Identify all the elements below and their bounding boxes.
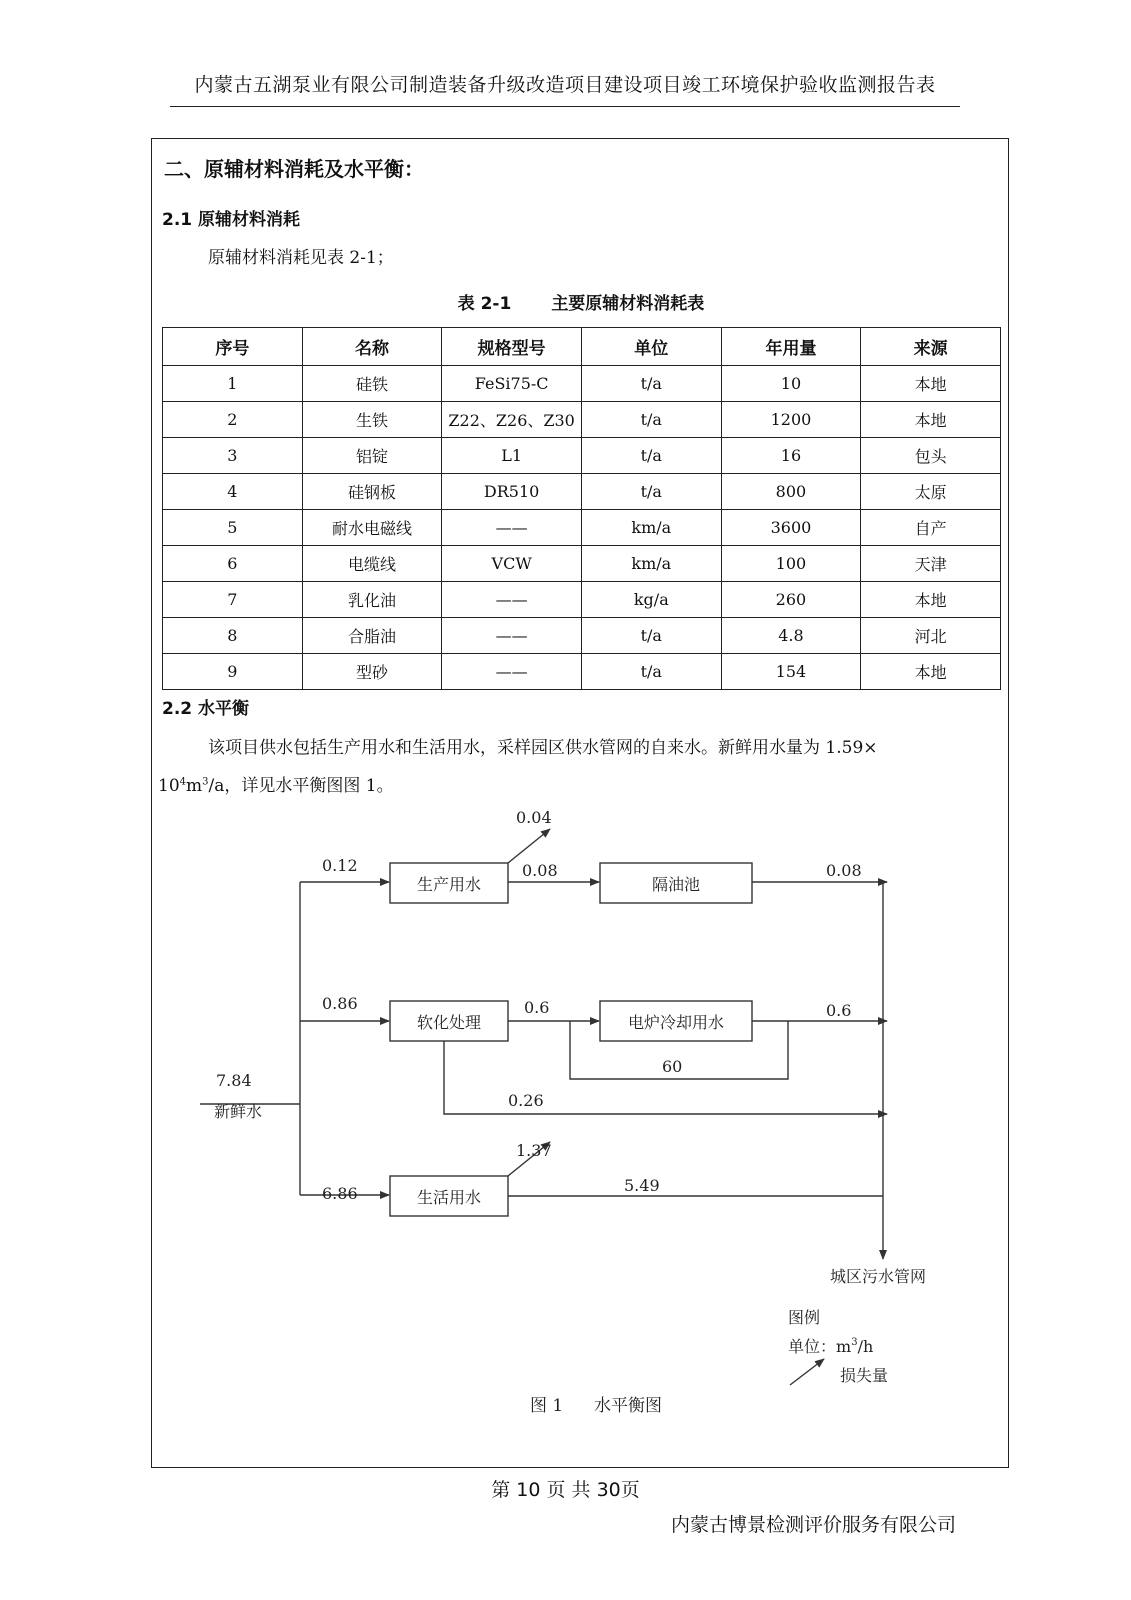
table-cell: —— — [442, 618, 582, 654]
label-prod-loss: 0.04 — [516, 808, 552, 827]
legend-unit-suffix: /h — [857, 1337, 874, 1356]
legend-unit — [788, 1337, 873, 1356]
header-cell: 规格型号 — [442, 328, 582, 366]
table-cell: t/a — [581, 618, 721, 654]
label-box-furnace: 电炉冷却用水 — [627, 1013, 725, 1032]
label-to-production: 0.12 — [322, 856, 358, 875]
page-number: 第 10 页 共 30页 — [491, 1479, 640, 1501]
legend-unit-exp: 3 — [851, 1337, 858, 1348]
water-para-unit: m — [186, 776, 203, 796]
table-cell: 耐水电磁线 — [302, 510, 442, 546]
table-row — [163, 366, 1001, 402]
table-cell: 包头 — [861, 438, 1001, 474]
legend-unit-base: m — [836, 1337, 852, 1356]
footer-organization: 内蒙古博景检测评价服务有限公司 — [670, 1514, 956, 1536]
header-cell: 序号 — [163, 328, 303, 366]
label-dom-loss: 1.37 — [516, 1141, 552, 1160]
table-cell: DR510 — [442, 474, 582, 510]
table-cell: 1200 — [721, 402, 861, 438]
table-cell: 自产 — [861, 510, 1001, 546]
figure-caption-number: 图 1 — [530, 1396, 564, 1416]
table-cell: 154 — [721, 654, 861, 690]
label-furnace-out: 0.6 — [826, 1001, 852, 1020]
table-cell: 乳化油 — [302, 582, 442, 618]
table-row — [163, 510, 1001, 546]
table-cell: 生铁 — [302, 402, 442, 438]
water-paragraph-line1: 该项目供水包括生产用水和生活用水，采样园区供水管网的自来水。新鲜用水量为 1.59× — [208, 738, 878, 758]
table-caption-title: 主要原辅材料消耗表 — [551, 294, 705, 314]
table-row — [163, 582, 1001, 618]
label-sewer: 城区污水管网 — [830, 1267, 927, 1286]
table-cell: 6 — [163, 546, 303, 582]
table-cell: 河北 — [861, 618, 1001, 654]
table-cell: 铝锭 — [302, 438, 442, 474]
table-cell: Z22、Z26、Z30 — [442, 402, 582, 438]
table-cell: t/a — [581, 654, 721, 690]
legend-title: 图例 — [788, 1308, 821, 1327]
water-paragraph-line2 — [158, 771, 394, 796]
table-cell: 本地 — [861, 654, 1001, 690]
table-cell: 1 — [163, 366, 303, 402]
table-row — [163, 546, 1001, 582]
label-soft-bypass: 0.26 — [508, 1091, 544, 1110]
table-row — [163, 438, 1001, 474]
table-header-row — [163, 328, 1001, 366]
water-para-base: 10 — [158, 776, 180, 796]
label-box-softening: 软化处理 — [416, 1013, 482, 1032]
label-fresh-value: 7.84 — [216, 1071, 252, 1090]
header-cell: 来源 — [861, 328, 1001, 366]
label-tank-out: 0.08 — [826, 861, 862, 880]
table-cell: 本地 — [861, 366, 1001, 402]
label-to-softening: 0.86 — [322, 994, 358, 1013]
table-cell: —— — [442, 654, 582, 690]
table-cell: 16 — [721, 438, 861, 474]
subsection-title-materials: 2.1 原辅材料消耗 — [162, 210, 301, 230]
table-cell: 5 — [163, 510, 303, 546]
table-cell: 硅铁 — [302, 366, 442, 402]
label-fresh-name: 新鲜水 — [214, 1102, 263, 1121]
table-cell: L1 — [442, 438, 582, 474]
table-row — [163, 402, 1001, 438]
table-cell: 型砂 — [302, 654, 442, 690]
materials-table — [162, 327, 1001, 690]
table-cell: 2 — [163, 402, 303, 438]
table-caption — [152, 289, 1010, 314]
table-row — [163, 618, 1001, 654]
table-cell: 天津 — [861, 546, 1001, 582]
table-cell: 9 — [163, 654, 303, 690]
table-cell: 8 — [163, 618, 303, 654]
table-cell: kg/a — [581, 582, 721, 618]
label-box-oil-tank: 隔油池 — [651, 875, 701, 894]
table-caption-number: 表 2-1 — [457, 294, 512, 314]
water-para-exp: 4 — [179, 776, 187, 788]
header-cell: 年用量 — [721, 328, 861, 366]
water-para-unit-exp: 3 — [202, 776, 209, 788]
table-cell: km/a — [581, 546, 721, 582]
table-cell: —— — [442, 510, 582, 546]
materials-intro: 原辅材料消耗见表 2-1； — [208, 248, 394, 268]
header-cell: 单位 — [581, 328, 721, 366]
arrow-prod-loss — [508, 829, 550, 863]
table-cell: 3600 — [721, 510, 861, 546]
table-cell: km/a — [581, 510, 721, 546]
table-cell: 4.8 — [721, 618, 861, 654]
table-cell: 10 — [721, 366, 861, 402]
label-box-domestic: 生活用水 — [416, 1188, 482, 1207]
label-to-domestic: 6.86 — [322, 1184, 358, 1203]
legend-loss: 损失量 — [840, 1366, 889, 1385]
table-cell: 3 — [163, 438, 303, 474]
table-row — [163, 474, 1001, 510]
table-cell: 太原 — [861, 474, 1001, 510]
table-cell: 本地 — [861, 402, 1001, 438]
label-dom-out: 5.49 — [624, 1176, 660, 1195]
table-cell: t/a — [581, 474, 721, 510]
figure-caption-title: 水平衡图 — [594, 1396, 662, 1416]
header-cell: 名称 — [302, 328, 442, 366]
table-cell: VCW — [442, 546, 582, 582]
table-cell: 硅钢板 — [302, 474, 442, 510]
table-cell: 本地 — [861, 582, 1001, 618]
table-cell: FeSi75-C — [442, 366, 582, 402]
table-cell: —— — [442, 582, 582, 618]
content-frame — [151, 138, 1009, 1468]
table-cell: 100 — [721, 546, 861, 582]
table-cell: 合脂油 — [302, 618, 442, 654]
table-cell: 7 — [163, 582, 303, 618]
label-soft-to-furnace: 0.6 — [524, 998, 550, 1017]
legend-unit-prefix: 单位： — [788, 1337, 837, 1356]
page-header: 内蒙古五湖泵业有限公司制造装备升级改造项目建设项目竣工环境保护验收监测报告表 — [170, 70, 960, 107]
table-cell: 4 — [163, 474, 303, 510]
label-box-production: 生产用水 — [416, 875, 482, 894]
table-cell: t/a — [581, 438, 721, 474]
table-cell: t/a — [581, 402, 721, 438]
table-row — [163, 654, 1001, 690]
label-prod-to-tank: 0.08 — [522, 861, 558, 880]
table-cell: 800 — [721, 474, 861, 510]
subsection-title-water: 2.2 水平衡 — [162, 699, 250, 719]
water-balance-diagram — [152, 799, 1008, 1467]
table-cell: t/a — [581, 366, 721, 402]
section-title: 二、原辅材料消耗及水平衡： — [164, 157, 424, 181]
table-cell: 260 — [721, 582, 861, 618]
water-para-rest: /a，详见水平衡图图 1。 — [208, 776, 394, 796]
table-cell: 电缆线 — [302, 546, 442, 582]
label-recycle: 60 — [662, 1057, 683, 1076]
legend-loss-arrow — [790, 1359, 824, 1385]
